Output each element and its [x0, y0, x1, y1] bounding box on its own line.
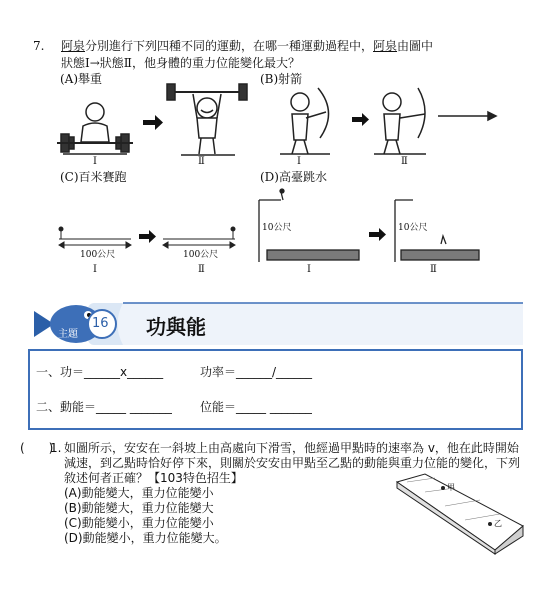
state-1-label: Ⅰ [307, 264, 311, 275]
fish-icon [28, 301, 128, 347]
option-d: (D)動能變小，重力位能變大。 [64, 531, 227, 545]
question-1-line1: 如圖所示，安安在一斜坡上由高處向下滑雪，他經過甲點時的速率為 v，他在此時開始 [64, 441, 519, 455]
lifter-crouch-figure [57, 103, 133, 154]
arrow-icon [139, 230, 156, 243]
option-c-label: (C)百米賽跑 [60, 170, 127, 184]
topic-title: 功與能 [146, 315, 206, 339]
power-formula: 功率＝______/______ [200, 365, 313, 379]
archer-release-figure [374, 88, 496, 154]
archer-drawing-figure [280, 88, 330, 154]
arrow-icon [352, 113, 369, 126]
archery-illustration [270, 82, 500, 157]
question-1-line2: 減速，到乙點時恰好停下來，則關於安安由甲點至乙點的動能與重力位能的變化，下列 [64, 456, 521, 470]
kinetic-energy-formula: 二、動能＝_____ _______ [36, 400, 172, 414]
state-2-label: Ⅱ [430, 264, 437, 275]
height-label: 10公尺 [398, 223, 428, 233]
topic-banner [28, 301, 523, 347]
topic-label: 主題 [58, 329, 78, 340]
point-b-label: 乙 [494, 519, 502, 528]
state-2-label: Ⅱ [198, 264, 205, 275]
question-number: 7. [33, 39, 45, 53]
option-b-label: (B)射箭 [260, 72, 303, 86]
height-label: 10公尺 [262, 223, 292, 233]
option-b: (B)動能變大，重力位能變大 [64, 501, 214, 515]
option-c: (C)動能變小，重力位能變小 [64, 516, 214, 530]
work-formula: 一、功＝______x______ [36, 365, 164, 379]
option-a: (A)動能變大，重力位能變小 [64, 486, 214, 500]
option-d-label: (D)高臺跳水 [260, 170, 327, 184]
option-a-label: (A)舉重 [60, 72, 103, 86]
distance-label: 100公尺 [183, 250, 219, 260]
question-1-line3: 敘述何者正確？【103特色招生】 [64, 471, 243, 485]
question-7-line2: 狀態Ⅰ→狀態Ⅱ，他身體的重力位能變化最大？ [61, 56, 300, 70]
point-b-marker [488, 522, 492, 526]
weightlifting-illustration [55, 82, 255, 162]
answer-paren: ( ) [20, 441, 54, 455]
arrow-icon [143, 115, 163, 130]
distance-label: 100公尺 [80, 250, 116, 260]
lifter-standing-figure [167, 84, 247, 155]
state-1-label: Ⅰ [93, 156, 97, 167]
question-7-line1: 阿泉分別進行下列四種不同的運動，在哪一種運動過程中，阿泉由圖中 [61, 39, 434, 53]
arrow-icon [369, 228, 386, 241]
state-2-label: Ⅱ [401, 156, 408, 167]
potential-energy-formula: 位能＝_____ _______ [200, 400, 312, 414]
ski-slope-illustration [395, 470, 525, 555]
state-1-label: Ⅰ [93, 264, 97, 275]
point-a-marker [441, 486, 445, 490]
topic-number: 16 [92, 316, 109, 331]
question-number: 1. [50, 441, 62, 455]
formula-box [28, 349, 523, 430]
state-1-label: Ⅰ [297, 156, 301, 167]
state-2-label: Ⅱ [198, 156, 205, 167]
point-a-label: 甲 [447, 483, 455, 492]
